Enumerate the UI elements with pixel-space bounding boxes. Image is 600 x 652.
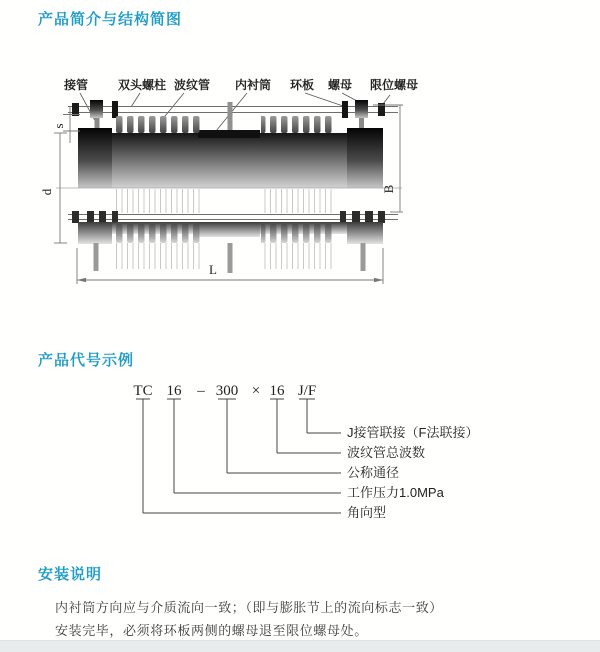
corrugation-lines-right [261, 189, 333, 213]
bellows-convolutions-top-right [261, 116, 333, 133]
bellows-convolutions-bottom-right [261, 224, 333, 243]
intro-section-heading: 产品简介与结构简图 [38, 11, 183, 28]
svg-text:L: L [209, 262, 217, 277]
structure-diagram [30, 58, 450, 308]
pipe-end-right [347, 128, 383, 188]
svg-text:s: s [51, 123, 66, 129]
code-segment-times: × [251, 383, 261, 399]
nut-right [355, 100, 368, 118]
install-instructions [55, 596, 475, 642]
part-label-nut: 螺母 [327, 78, 353, 92]
stud-bottom-left [94, 243, 99, 271]
pipe-end-left [78, 128, 112, 188]
center-guide-top [228, 102, 233, 133]
bellows-body [112, 133, 347, 188]
bellows-convolutions-bottom-left [114, 224, 202, 243]
code-segment-waves: 16 [269, 383, 285, 399]
callout-wave-count: 波纹管总波数 [347, 445, 426, 460]
install-line-1: 内衬筒方向应与介质流向一致；（即与膨胀节上的流向标志一致） [55, 600, 443, 615]
ring-plate-right [342, 101, 348, 118]
code-segment-type: TC [133, 383, 153, 399]
callout-nominal-diameter: 公称通径 [347, 465, 400, 480]
code-segment-diameter: 300 [215, 383, 239, 399]
center-guide-bottom [228, 243, 233, 273]
bellows-convolutions-top-left [114, 116, 202, 133]
install-line-2: 安装完毕，必须将环板两侧的螺母退至限位螺母处。 [55, 623, 368, 638]
liner-band [198, 130, 260, 138]
part-label-connecting-pipe: 接管 [63, 78, 89, 92]
page-bottom-strip [0, 640, 600, 652]
callout-connectors [136, 399, 341, 513]
product-code-figure [120, 378, 490, 528]
install-section-heading: 安装说明 [38, 566, 103, 583]
code-section-heading: 产品代号示例 [38, 352, 135, 369]
nut-left [90, 100, 103, 118]
code-segment-dash: – [197, 383, 205, 399]
hanging-lines-left [114, 243, 202, 269]
callout-angular-type: 角向型 [347, 505, 387, 520]
stud-bottom-right [361, 243, 366, 271]
part-label-stud: 双头螺柱 [117, 78, 167, 92]
part-label-limit-nut: 限位螺母 [369, 78, 419, 92]
hanging-lines-right [261, 243, 333, 269]
joint-body-bottom [68, 189, 398, 273]
svg-text:B: B [381, 184, 396, 194]
corrugation-lines-left [114, 189, 202, 213]
code-segment-connection: J/F [297, 383, 317, 399]
svg-text:d: d [39, 188, 54, 196]
part-label-ring-plate: 环板 [289, 78, 315, 92]
code-segment-pressure: 16 [166, 383, 182, 399]
callout-connection-type: J接管联接（F法联接） [347, 425, 479, 440]
part-label-bellows: 波纹管 [173, 78, 211, 92]
ring-plate-left [112, 101, 118, 118]
part-label-inner-liner: 内衬筒 [234, 78, 272, 92]
callout-working-pressure: 工作压力1.0MPa [347, 485, 444, 500]
